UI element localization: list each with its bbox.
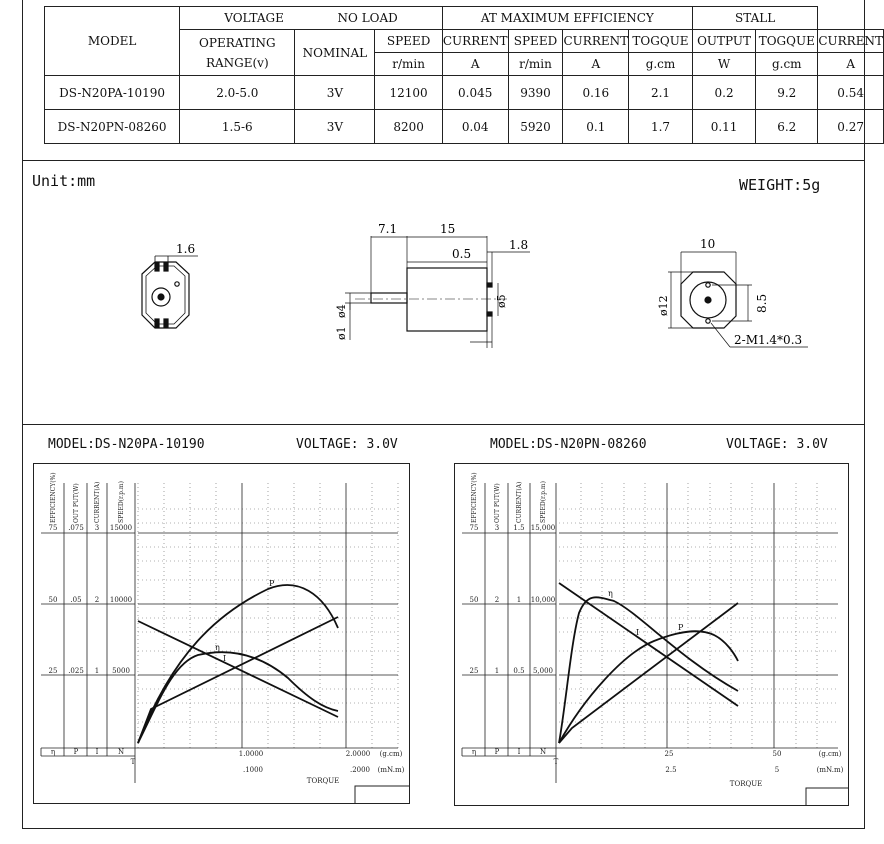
dim-15: 15	[440, 222, 456, 236]
row2-nominal: 3V	[295, 110, 375, 144]
chart1-model: MODEL:DS-N20PA-10190	[48, 437, 205, 452]
chart1-r2-eff: 50	[48, 596, 58, 604]
chart2-p-label: P	[678, 623, 684, 632]
dim-1-8: 1.8	[509, 238, 529, 252]
col-model: MODEL	[45, 7, 180, 76]
chart2-hdr-eff: EFFICIENCY(%)	[471, 472, 478, 523]
col-torque: TOGQUE	[629, 30, 693, 53]
row2-me-current: 0.1	[563, 110, 629, 144]
chart1-xt3: (g.cm)	[379, 750, 403, 758]
dim-d12: ø12	[657, 295, 670, 316]
row2-model: DS-N20PN-08260	[45, 110, 180, 144]
unit-output: W	[692, 53, 755, 76]
col-current: CURRENT	[442, 30, 508, 53]
chart2-xt1: 25	[664, 750, 674, 758]
chart1-eta-label: η	[215, 643, 220, 652]
chart2-i-label: I	[636, 628, 640, 637]
row2-me-torque: 1.7	[629, 110, 693, 144]
row2-nl-speed: 8200	[375, 110, 443, 144]
dim-10: 10	[700, 237, 716, 251]
chart2-r2-out: 2	[494, 596, 500, 604]
chart2-hdr-spd: SPEED(r.p.m)	[540, 481, 547, 523]
chart1-t: T	[130, 758, 136, 766]
chart1-sym-p: P	[73, 748, 79, 756]
col-nominal: NOMINAL	[295, 30, 375, 76]
row1-st-torque: 9.2	[756, 76, 818, 110]
divider-drawing	[22, 424, 865, 425]
chart1-r2-spd: 10000	[109, 596, 133, 604]
chart2-sym-p: P	[494, 748, 500, 756]
unit-speed2: r/min	[508, 53, 563, 76]
col-stall-current: CURRENT	[818, 30, 884, 53]
chart2-r3-out: 1	[494, 667, 500, 675]
side-view	[345, 236, 530, 348]
chart1-r1-spd: 15000	[109, 524, 133, 532]
chart2-voltage: VOLTAGE: 3.0V	[726, 437, 828, 452]
row2-me-speed: 5920	[508, 110, 563, 144]
chart2-r2-eff: 50	[469, 596, 479, 604]
row1-st-current: 0.54	[818, 76, 884, 110]
chart1-sym-n: N	[117, 748, 125, 756]
chart1	[33, 463, 410, 804]
row1-me-speed: 9390	[508, 76, 563, 110]
chart1-r3-eff: 25	[48, 667, 58, 675]
chart2-xb1: 2.5	[665, 766, 677, 774]
chart1-hdr-cur: CURRENT(A)	[94, 481, 101, 523]
row2-st-torque: 6.2	[756, 110, 818, 144]
chart1-r1-cur: 3	[94, 524, 100, 532]
chart1-xb2: .2000	[349, 766, 371, 774]
group-no-load: NO LOAD	[337, 11, 398, 25]
chart1-hdr-out: OUT PUT(W)	[73, 483, 80, 523]
chart1-r3-cur: 1	[94, 667, 100, 675]
chart2-sym-i: I	[517, 748, 521, 756]
chart1-r3-out: .025	[68, 667, 84, 675]
unit-stall-current: A	[818, 53, 884, 76]
chart2-r1-out: 3	[494, 524, 500, 532]
chart1-voltage: VOLTAGE: 3.0V	[296, 437, 398, 452]
weight-label: WEIGHT:5g	[739, 176, 821, 194]
chart2-xlabel: TORQUE	[729, 780, 763, 788]
unit-torque: g.cm	[629, 53, 693, 76]
row2-nl-current: 0.04	[442, 110, 508, 144]
unit-current2: A	[563, 53, 629, 76]
chart2-hdr-out: OUT PUT(W)	[494, 483, 501, 523]
col-current2: CURRENT	[563, 30, 629, 53]
chart2-sym-n: N	[539, 748, 547, 756]
chart1-r3-spd: 5000	[112, 667, 130, 675]
chart2-r1-eff: 75	[469, 524, 479, 532]
chart1-power-curve	[138, 585, 338, 743]
dim-thread: 2-M1.4*0.3	[734, 333, 803, 347]
chart2-r3-eff: 25	[469, 667, 479, 675]
chart1-xt2: 2.0000	[345, 750, 371, 758]
chart1-sym-eta: η	[50, 748, 56, 756]
dim-d5: ø5	[495, 294, 508, 308]
chart1-xb3: (mN.m)	[377, 766, 405, 774]
chart1-sym-i: I	[95, 748, 99, 756]
chart2-r2-spd: 10,000	[530, 596, 556, 604]
unit-label: Unit:mm	[32, 172, 96, 190]
dim-7-1: 7.1	[378, 222, 398, 236]
col-speed2: SPEED	[508, 30, 563, 53]
chart2-frame	[455, 464, 849, 806]
row1-me-output: 0.2	[692, 76, 755, 110]
chart1-r1-out: .075	[68, 524, 84, 532]
chart2-xb3: (mN.m)	[816, 766, 844, 774]
col-output: OUTPUT	[692, 30, 755, 53]
chart1-p-label: P	[269, 579, 275, 588]
chart1-i-label: I	[223, 654, 227, 663]
chart2-r3-spd: 5,000	[532, 667, 554, 675]
chart2-xt2: 50	[772, 750, 782, 758]
col-operating: OPERATING RANGE(v)	[180, 30, 295, 76]
row1-nominal: 3V	[295, 76, 375, 110]
chart1-r1-eff: 75	[48, 524, 58, 532]
unit-current: A	[442, 53, 508, 76]
row1-model: DS-N20PA-10190	[45, 76, 180, 110]
chart2-eta-label: η	[608, 589, 613, 598]
dim-d4: ø4	[335, 304, 348, 318]
col-stall-torque: TOGQUE	[756, 30, 818, 53]
front-view	[142, 256, 198, 328]
chart1-hdr-eff: EFFICIENCY(%)	[50, 472, 57, 523]
row1-range: 2.0-5.0	[180, 76, 295, 110]
group-voltage: VOLTAGE	[224, 11, 284, 25]
dim-d1: ø1	[335, 326, 348, 340]
chart2-r1-spd: 15,000	[530, 524, 556, 532]
dim-8-5: 8.5	[755, 293, 769, 313]
chart1-hdr-spd: SPEED(r.p.m)	[118, 481, 125, 523]
group-max-eff: AT MAXIMUM EFFICIENCY	[442, 7, 692, 30]
chart1-xb1: .1000	[242, 766, 264, 774]
chart1-r2-cur: 2	[94, 596, 100, 604]
chart2-r2-cur: 1	[516, 596, 522, 604]
row2-range: 1.5-6	[180, 110, 295, 144]
row1-nl-speed: 12100	[375, 76, 443, 110]
chart2-r1-cur: 1.5	[513, 524, 525, 532]
chart1-xlabel: TORQUE	[306, 777, 340, 785]
row2-st-current: 0.27	[818, 110, 884, 144]
chart1-r2-out: .05	[70, 596, 82, 604]
chart2-r3-cur: 0.5	[513, 667, 525, 675]
chart2-sym-eta: η	[471, 748, 477, 756]
chart2-hdr-cur: CURRENT(A)	[516, 481, 523, 523]
row2-me-output: 0.11	[692, 110, 755, 144]
unit-stall-torque: g.cm	[756, 53, 818, 76]
row1-me-current: 0.16	[563, 76, 629, 110]
chart2	[454, 463, 849, 806]
col-speed: SPEED	[375, 30, 443, 53]
chart1-xt1: 1.0000	[238, 750, 264, 758]
dim-1-6: 1.6	[176, 242, 196, 256]
chart1-speed-curve	[138, 621, 338, 717]
group-stall: STALL	[692, 7, 817, 30]
chart2-xb2: 5	[774, 766, 780, 774]
chart2-xt3: (g.cm)	[818, 750, 842, 758]
chart2-corner-box	[806, 788, 849, 806]
chart2-t: T	[553, 758, 559, 766]
chart2-model: MODEL:DS-N20PN-08260	[490, 437, 647, 452]
row1-nl-current: 0.045	[442, 76, 508, 110]
dim-0-5: 0.5	[452, 247, 472, 261]
chart1-corner-box	[355, 786, 410, 804]
row1-me-torque: 2.1	[629, 76, 693, 110]
unit-speed: r/min	[375, 53, 443, 76]
